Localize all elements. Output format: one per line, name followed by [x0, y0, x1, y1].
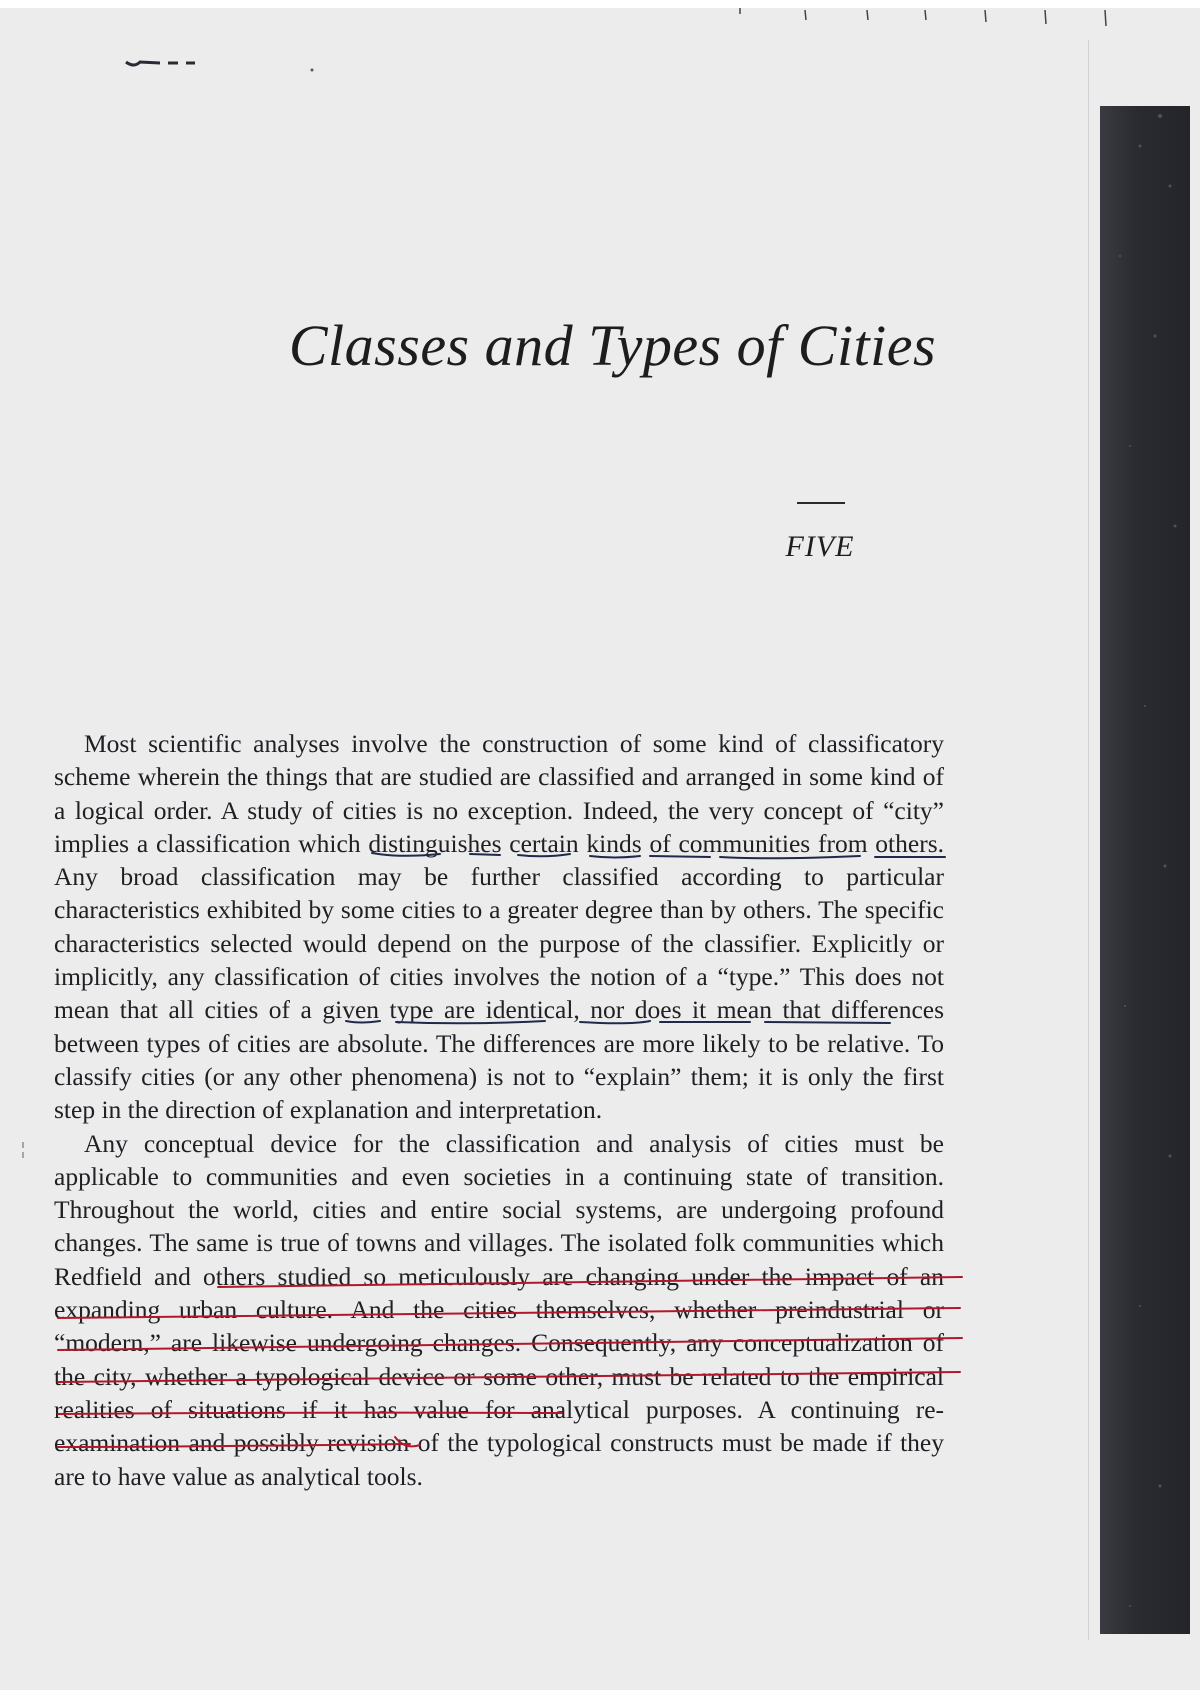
pen-scribble-mark [120, 52, 320, 82]
chapter-rule [797, 502, 845, 504]
page-edge-line [1088, 40, 1089, 1640]
chapter-number: FIVE [785, 530, 855, 563]
paragraph-1: Most scientific analyses involve the construction of some kind of classificatory scheme wherein the things that are studied are classified and arranged in some kind of a logical order. A study of cities is no exception. Indeed, the very concept of “city” implies a classification which distinguishes certain kinds of communities from others. Any broad classification may be further classified according to particular characteristics exhibited by some cities to a greater degree than by others. The specific characteristics selected would depend on the purpose of the classifier. Explicitly or implicitly, any classification of cities involves the notion of a “type.” This does not mean that all cities of a given type are identical, nor does it mean that differences between types of cities are absolute. The differences are more likely to be relative. To classify cities (or any other phenomena) is not to “explain” them; it is only the first step in the direction of explanation and interpretation. [54, 729, 944, 1125]
chapter-title: Classes and Types of Cities [288, 313, 937, 378]
paragraph-2: Any conceptual device for the classification and analysis of cities must be applicable to communities and even societies in a continuing state of transition. Throughout the world, cities and entire social systems, are undergoing profound changes. The same is true of towns and villages. The isolated folk communities which Redfield and others studied so meticulously are changing under the impact of an expanding urban culture. And the cities themselves, whether preindustrial or “modern,” are likewise undergoing changes. Consequently, any conceptualization of the city, whether a typological device or some other, must be related to the empirical realities of situations if it has value for analytical purposes. A continuing re-examination and possibly revision of the typological constructs must be made if they are to have value as analytical tools. [54, 1128, 944, 1491]
margin-tick-marks [18, 1140, 28, 1170]
body-text [54, 727, 944, 1493]
top-edge-ticks [0, 0, 1200, 40]
